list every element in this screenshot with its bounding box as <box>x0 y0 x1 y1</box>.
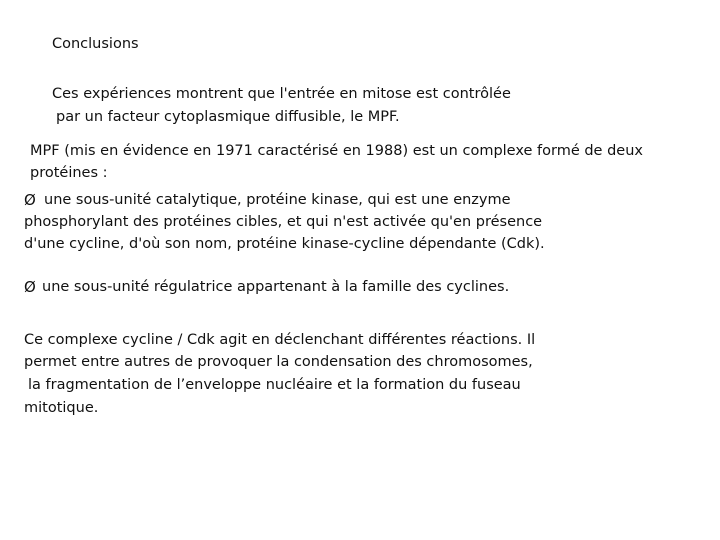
paragraph-line: MPF (mis en évidence en 1971 caractérisé en 1988) est un complexe formé de deux <box>30 143 643 159</box>
paragraph-line: permet entre autres de provoquer la condensation des chromosomes, <box>24 354 533 370</box>
bullet-line: une sous-unité régulatrice appartenant à la famille des cyclines. <box>42 279 510 295</box>
arrow-bullet-icon: Ø <box>24 191 36 209</box>
bullet-line: d'une cycline, d'où son nom, protéine kinase-cycline dépendante (Cdk). <box>24 236 545 252</box>
bullet-line: phosphorylant des protéines cibles, et qui n'est activée qu'en présence <box>24 214 543 230</box>
paragraph-line: la fragmentation de l’enveloppe nucléaire et la formation du fuseau <box>28 377 521 393</box>
paragraph-line: Ce complexe cycline / Cdk agit en déclenchant différentes réactions. Il <box>24 332 536 348</box>
arrow-bullet-icon: Ø <box>24 278 36 296</box>
paragraph-line: Ces expériences montrent que l'entrée en mitose est contrôlée <box>52 86 511 102</box>
page-title: Conclusions <box>52 36 139 52</box>
paragraph-line: par un facteur cytoplasmique diffusible, le MPF. <box>56 109 400 125</box>
bullet-line: une sous-unité catalytique, protéine kinase, qui est une enzyme <box>44 192 511 208</box>
paragraph-line: protéines : <box>30 165 108 181</box>
paragraph-line: mitotique. <box>24 400 99 416</box>
